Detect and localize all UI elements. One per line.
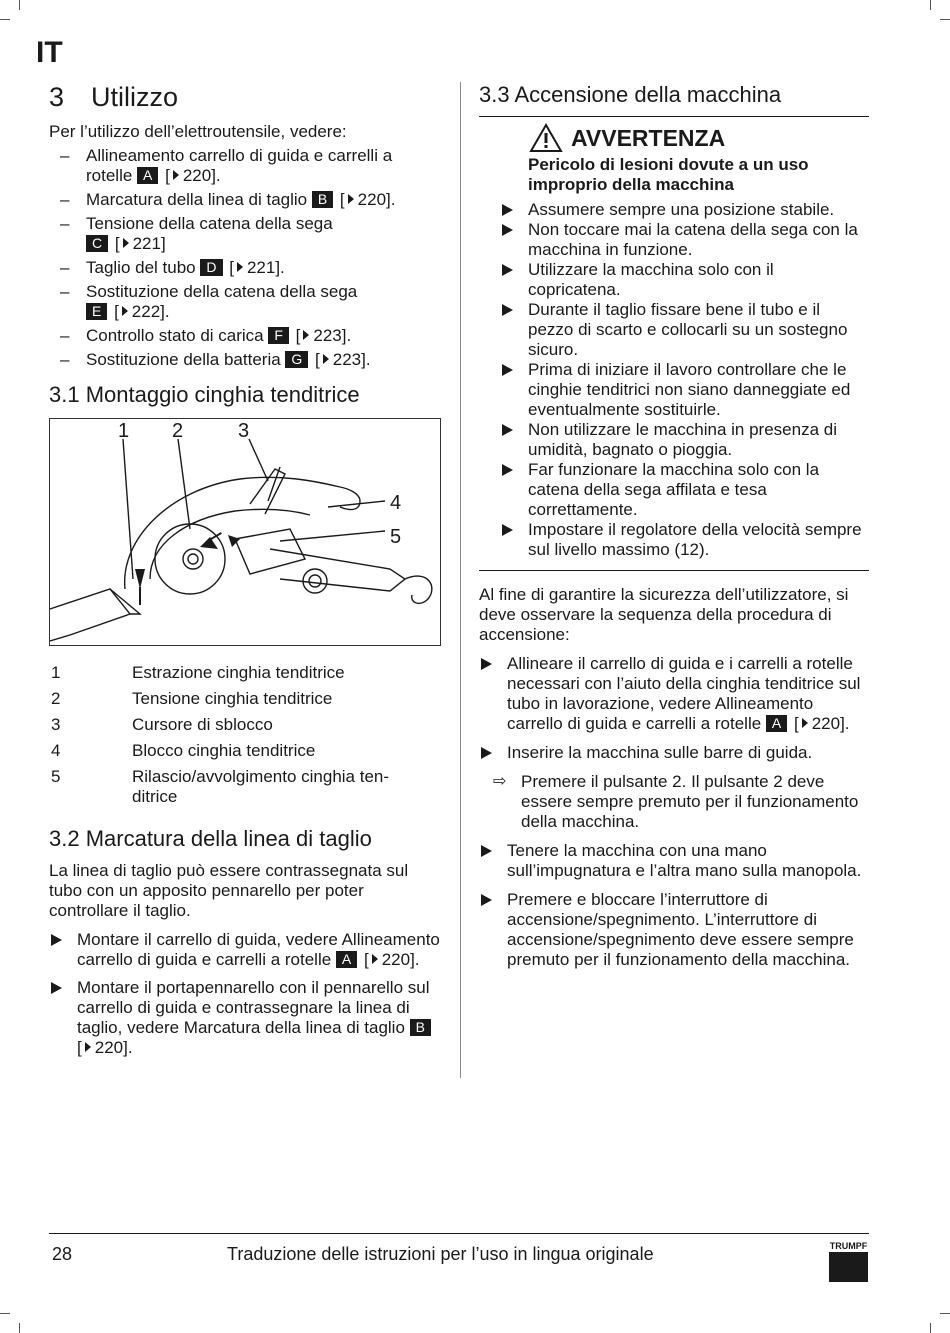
crop-mark xyxy=(19,0,20,10)
warning-box xyxy=(479,116,869,571)
page-link[interactable]: 223]. xyxy=(313,326,352,345)
legend-row: 5 Rilascio/avvolgimento cinghia ten- ditrice xyxy=(51,767,390,806)
page-link[interactable]: 221] xyxy=(132,234,166,253)
page-link[interactable]: 220]. xyxy=(811,714,850,733)
page-number: 28 xyxy=(52,1244,73,1264)
page-link[interactable]: 221]. xyxy=(246,258,285,277)
figure-legend xyxy=(49,660,389,810)
list-item: Premere e bloccare l’interruttore di accensione/spegnimento. L’interruttore di accensione/spegnimento deve essere sempre premuto per il funzionamento della macchina. xyxy=(479,890,869,970)
legend-row: 1 Estrazione cinghia tenditrice xyxy=(51,663,345,682)
list-item: – Sostituzione della catena della sega E [ 222]. xyxy=(49,282,441,322)
crop-mark xyxy=(930,1323,931,1333)
warning-list xyxy=(479,200,869,560)
crop-mark xyxy=(940,19,950,20)
strap-tensioner-illustration xyxy=(50,419,440,645)
list-item: Assumere sempre una posizione stabile. xyxy=(500,200,869,220)
warning-subtitle: Pericolo di lesioni dovute a un uso improprio della macchina xyxy=(528,155,809,194)
footer-rule xyxy=(49,1233,869,1234)
page-link[interactable]: 222]. xyxy=(131,302,170,321)
list-item: Utilizzare la macchina solo con il copricatena. xyxy=(500,260,869,300)
intro-text: Per l’utilizzo dell’elettroutensile, vedere: xyxy=(49,122,347,141)
warning-title: AVVERTENZA xyxy=(571,125,726,151)
procedure-steps xyxy=(479,654,869,763)
section-3-1-heading: 3.1 Montaggio cinghia tenditrice xyxy=(49,382,360,407)
list-item: Non toccare mai la catena della sega con la macchina in funzione. xyxy=(500,220,869,260)
list-item: – Marcatura della linea di taglio B [ 220]. xyxy=(49,190,441,210)
trumpf-logo: TRUMPF xyxy=(829,1241,868,1282)
figure-label-4: 4 xyxy=(390,492,402,514)
page-link[interactable]: 220]. xyxy=(381,950,420,969)
ref-arrow-icon xyxy=(123,238,129,248)
section-3-heading: 3 Utilizzo xyxy=(49,82,179,112)
warning-header xyxy=(479,125,869,155)
crop-mark xyxy=(940,1313,950,1314)
list-item: Non utilizzare le macchina in presenza di umidità, bagnato o pioggia. xyxy=(500,420,869,460)
figure-label-2: 2 xyxy=(172,420,184,442)
list-item: Far funzionare la macchina solo con la catena della sega affilata e tesa correttamente. xyxy=(500,460,869,520)
crop-mark xyxy=(930,0,931,10)
list-item: Allineare il carrello di guida e i carrelli a rotelle necessari con l’aiuto della cinghia tenditrice sul tubo in lavorazione, vedere Allineamento carrello di guida e carrelli a rotelle A [ 220]. xyxy=(479,654,869,734)
list-item: – Allineamento carrello di guida e carrelli a rotelle A [ 220]. xyxy=(49,146,441,186)
section-3-2-text: La linea di taglio può essere contrassegnata sul tubo con un apposito pennarello per poter controllare il taglio. xyxy=(49,861,409,920)
strap-figure xyxy=(49,418,441,646)
legend-row: 3 Cursore di sblocco xyxy=(51,715,273,734)
section-3-3-heading: 3.3 Accensione della macchina xyxy=(479,82,782,107)
ref-arrow-icon xyxy=(323,354,329,364)
crop-mark xyxy=(19,1323,20,1333)
list-item: Montare il portapennarello con il pennarello sul carrello di guida e contrassegnare la linea di taglio, vedere Marcatura della linea di taglio B [ 220]. xyxy=(49,978,441,1058)
list-item: Montare il carrello di guida, vedere Allineamento carrello di guida e carrelli a rotelle A [ 220]. xyxy=(49,930,441,970)
left-column xyxy=(49,80,441,1058)
ref-arrow-icon xyxy=(85,1042,91,1052)
result-item: ⇨ Premere il pulsante 2. Il pulsante 2 deve essere sempre premuto per il funzionamento della macchina. xyxy=(479,772,869,832)
reference-list xyxy=(49,146,441,370)
ref-arrow-icon xyxy=(122,306,128,316)
warning-triangle-icon xyxy=(529,123,563,153)
footer-text: Traduzione delle istruzioni per l’uso in lingua originale xyxy=(227,1244,654,1264)
ref-arrow-icon xyxy=(303,330,309,340)
list-item: Durante il taglio fissare bene il tubo e il pezzo di scarto e collocarli su un sostegno sicuro. xyxy=(500,300,869,360)
list-item: – Sostituzione della batteria G [ 223]. xyxy=(49,350,441,370)
ref-arrow-icon xyxy=(173,170,179,180)
figure-label-1: 1 xyxy=(118,420,130,442)
page-link[interactable]: 220]. xyxy=(94,1038,133,1057)
ref-arrow-icon xyxy=(237,262,243,272)
procedure-steps-2 xyxy=(479,841,869,970)
legend-row: 4 Blocco cinghia tenditrice xyxy=(51,741,316,760)
list-item: – Controllo stato di carica F [ 223]. xyxy=(49,326,441,346)
right-column xyxy=(479,80,869,970)
list-item: Tenere la macchina con una mano sull’impugnatura e l’altra mano sulla manopola. xyxy=(479,841,869,881)
ref-arrow-icon xyxy=(802,718,808,728)
language-tag: IT xyxy=(36,36,63,69)
crop-mark xyxy=(0,19,10,20)
page-link[interactable]: 220]. xyxy=(182,166,221,185)
legend-row: 2 Tensione cinghia tenditrice xyxy=(51,689,333,708)
figure-label-3: 3 xyxy=(238,420,250,442)
page-link[interactable]: 220]. xyxy=(357,190,396,209)
ref-arrow-icon xyxy=(372,954,378,964)
section-3-2-heading: 3.2 Marcatura della linea di taglio xyxy=(49,826,372,851)
list-item: Inserire la macchina sulle barre di guida. xyxy=(479,743,869,763)
list-item: – Taglio del tubo D [ 221]. xyxy=(49,258,441,278)
ref-arrow-icon xyxy=(348,194,354,204)
list-item: – Tensione della catena della sega C [ 221] xyxy=(49,214,441,254)
figure-label-5: 5 xyxy=(390,526,402,548)
result-list xyxy=(479,772,869,832)
marking-steps xyxy=(49,930,441,1058)
list-item: Prima di iniziare il lavoro controllare che le cinghie tenditrici non siano danneggiate ed eventualmente sostituirle. xyxy=(500,360,869,420)
page-link[interactable]: 223]. xyxy=(332,350,371,369)
procedure-intro: Al fine di garantire la sicurezza dell’utilizzatore, si deve osservare la sequenza della procedura di accensione: xyxy=(479,585,849,644)
column-divider xyxy=(460,82,461,1078)
list-item: Impostare il regolatore della velocità sempre sul livello massimo (12). xyxy=(500,520,869,560)
crop-mark xyxy=(0,1313,10,1314)
